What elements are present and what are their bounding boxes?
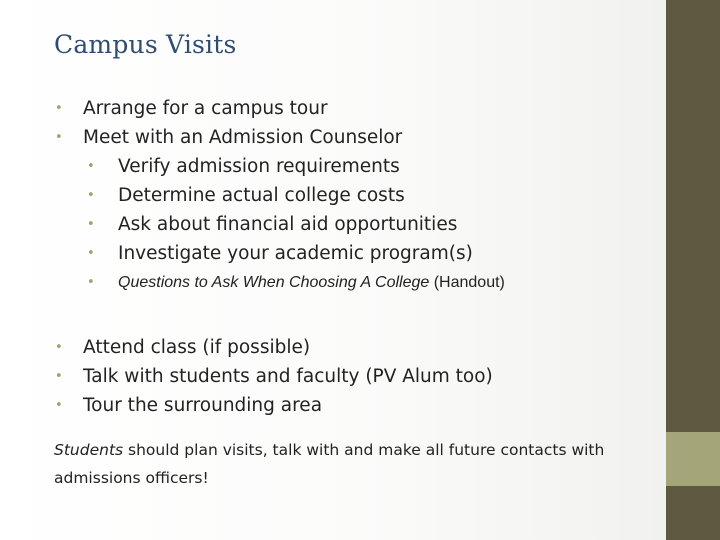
footer-italic-word: Students bbox=[54, 441, 124, 459]
bullet-icon: • bbox=[55, 130, 63, 145]
bullet-list bbox=[54, 94, 654, 420]
bullet-icon: • bbox=[87, 159, 95, 174]
bullet-text: Tour the surrounding area bbox=[83, 395, 323, 416]
sub-bullet-item bbox=[54, 239, 654, 268]
bullet-icon: • bbox=[55, 369, 63, 384]
sub-bullet-item bbox=[54, 181, 654, 210]
footer-text: should plan visits, talk with and make all future contacts with admissions officers! bbox=[54, 441, 605, 487]
sidebar-accent-block bbox=[666, 432, 720, 486]
spacer bbox=[54, 297, 654, 333]
footer-note bbox=[54, 436, 644, 492]
bullet-text: Ask about financial aid opportunities bbox=[118, 214, 458, 235]
handout-suffix: (Handout) bbox=[429, 274, 505, 291]
bullet-icon: • bbox=[87, 188, 95, 203]
bullet-item bbox=[54, 123, 654, 152]
handout-text bbox=[118, 268, 505, 297]
handout-title: Questions to Ask When Choosing A College bbox=[118, 274, 430, 291]
bullet-item bbox=[54, 333, 654, 362]
slide-title: Campus Visits bbox=[54, 30, 237, 59]
bullet-item bbox=[54, 362, 654, 391]
bullet-text: Determine actual college costs bbox=[118, 185, 405, 206]
bullet-icon: • bbox=[55, 101, 63, 116]
bullet-text: Attend class (if possible) bbox=[83, 337, 311, 358]
bullet-icon: • bbox=[55, 340, 63, 355]
sub-bullet-item bbox=[54, 210, 654, 239]
bullet-text: Meet with an Admission Counselor bbox=[83, 127, 403, 148]
bullet-text: Verify admission requirements bbox=[118, 156, 400, 177]
bullet-item bbox=[54, 94, 654, 123]
handout-bullet-item bbox=[54, 268, 654, 297]
bullet-item bbox=[54, 391, 654, 420]
bullet-icon: • bbox=[87, 275, 95, 290]
bullet-icon: • bbox=[87, 217, 95, 232]
bullet-text: Investigate your academic program(s) bbox=[118, 243, 473, 264]
bullet-text: Arrange for a campus tour bbox=[83, 98, 328, 119]
bullet-icon: • bbox=[55, 398, 63, 413]
sub-bullet-item bbox=[54, 152, 654, 181]
bullet-icon: • bbox=[87, 246, 95, 261]
bullet-text: Talk with students and faculty (PV Alum too) bbox=[83, 366, 493, 387]
